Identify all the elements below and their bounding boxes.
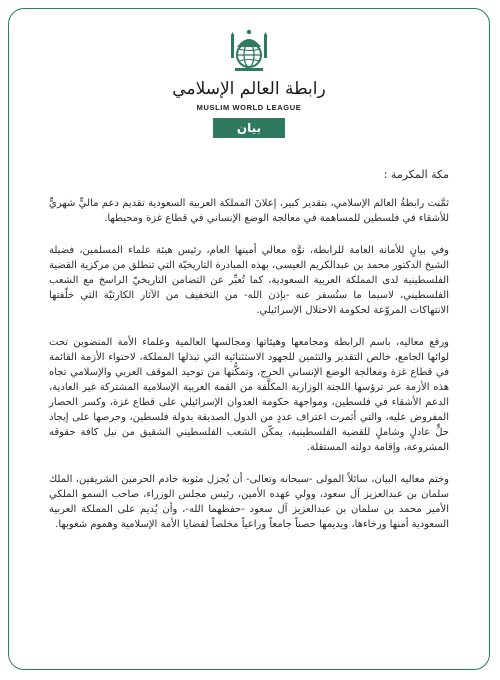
statement-page [8,8,490,670]
paragraph-2: وفي بيانٍ للأمانة العامة للرابطة، نوَّه معالي أمينها العام، رئيس هيئة علماء المسلمين، فضيلة الشيخ الدكتور محمد بن عبدالكريم العيسى، بهذه المبادرة التاريخيّة التي تنطلق من مركزية القضية الفلسطينية لدى المملكة العربية السعودية، كما تُعبِّر عن التضامن التاريخيّ الراسخ مع الشعب الفلسطيني، لاسيما ما ستُسفر عنه -بإذن الله- من التخفيف من الآثار الكارثيّة التي خلّفتها الانتهاكات المروّعة لحكومة الاحتلال الإسرائيلي. [49,245,449,316]
paragraph-1: ثمَّنت رابطةُ العالم الإسلامي، بتقدير كبير، إعلانَ المملكة العربية السعودية تقديم دعم ماليٍّ شهريٍّ للأشقاء في فلسطين للمساهمة في معالجة الوضع الإنساني في قطاع غزة ومحيطها. [49,198,449,224]
organization-name-arabic: رابطة العالم الإسلامي [172,79,326,99]
dateline: مكة المكرمة : [383,168,449,181]
organization-name-english: MUSLIM WORLD LEAGUE [196,103,302,112]
statement-banner: بيان [213,118,285,138]
letterhead [9,27,489,138]
paragraph-4: وختم معاليه البيان، سائلاً المولى -سبحانه وتعالى- أن يُجزل مثوبة خادم الحرمين الشريفين، الملك سلمان بن عبدالعزيز آل سعود، وولي عهده الأمين، رئيس مجلس الوزراء، صاحب السمو الملكي الأمير محمد بن سلمان بن عبدالعزيز آل سعود -حفظهما الله-، وأن يُديم على المملكة العربية السعودية أمنها ورخاءها، ويديمها حصناً جامعاً وراعياً مخلصاً لقضايا الأمة الإسلامية وهموم شعوبها. [49,474,449,530]
statement-body [49,167,449,549]
mosque-globe-emblem-icon [227,27,271,73]
paragraph-3: ورفع معاليه، باسم الرابطة ومجامعها وهيئاتها ومجالسها العالمية وعلماء الأمة المنضوين تحت لوائها الجامع، خالص التقدير والتثمين للجهود الاستثنائية التي تبذلها المملكة، لاحتواء الأزمة القائمة في قطاع غزة ومعالجة الوضع الإنساني الحرج، وتمكُّنها من توحيد الموقف العربي والإسلامي تجاه هذه الأزمة عبر ترؤسها اللجنة الوزارية المكلَّفة من القمة العربية الإسلامية المشتركة غير العادية، الدعم الأشقاء في فلسطين، ومواجهة حكومة العدوان الإسرائيلي على قطاع غزة، وكسر الحصار المفروض عليه، والتي أثمرت اعتراف عددٍ من الدول الصديقة بدولة فلسطين، وحرصها على إيجاد حلٍّ عادلٍ وشاملٍ للقضية الفلسطينية، يمكّن الشعب الفلسطيني الشقيق من نيل كافة حقوقه المشروعة، وإقامة دولته المستقلة. [49,337,449,453]
